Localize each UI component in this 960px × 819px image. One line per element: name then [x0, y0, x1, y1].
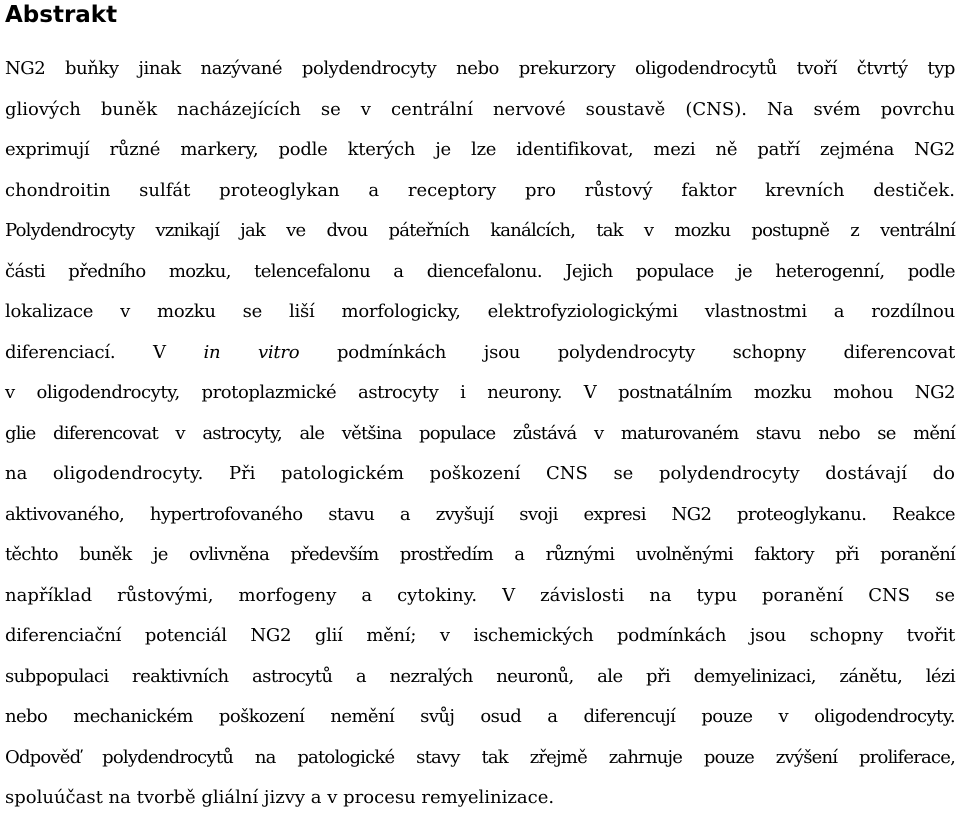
paragraph-line: části předního mozku, telencefalonu a diencefalonu. Jejich populace je heterogenní, podle [5, 260, 955, 282]
abstract-paragraph [5, 49, 955, 819]
paragraph-line: v oligodendrocyty, protoplazmické astrocyty i neurony. V postnatálním mozku mohou NG2 [5, 382, 955, 403]
paragraph-line: exprimují různé markery, podle kterých je lze identifikovat, mezi ně patří zejména NG2 [5, 139, 955, 160]
paragraph-line: NG2 buňky jinak nazývané polydendrocyty nebo prekurzory oligodendrocytů tvoří čtvrtý typ [5, 58, 955, 79]
paragraph-line: Odpověď polydendrocytů na patologické stavy tak zřejmě zahrnuje pouze zvýšení proliferace, [5, 746, 955, 768]
paragraph-line: aktivovaného, hypertrofovaného stavu a zvyšují svoji expresi NG2 proteoglykanu. Reakce [5, 503, 955, 525]
paragraph-line: glie diferencovat v astrocyty, ale většina populace zůstává v maturovaném stavu nebo se mění [5, 422, 955, 444]
paragraph-line: diferenciační potenciál NG2 glií mění; v ischemických podmínkách jsou schopny tvořit [5, 625, 955, 646]
line-text: podmínkách jsou polydendrocyty schopny diferencovat [299, 341, 956, 363]
line-text: diferenciací. V [5, 341, 204, 363]
paragraph-line: například růstovými, morfogeny a cytokiny. V závislosti na typu poranění CNS se [5, 584, 955, 606]
paragraph-line: Polydendrocyty vznikají jak ve dvou páteřních kanálcích, tak v mozku postupně z ventrální [5, 220, 955, 241]
italic-term: in vitro [203, 341, 300, 363]
paragraph-line: nebo mechanickém poškození nemění svůj osud a diferencují pouze v oligodendrocyty. [5, 706, 955, 727]
paragraph-line [5, 333, 955, 374]
paragraph-line: chondroitin sulfát proteoglykan a receptory pro růstový faktor krevních destiček. [5, 179, 955, 201]
section-heading: Abstrakt [5, 2, 118, 28]
paragraph-line: těchto buněk je ovlivněna především prostředím a různými uvolněnými faktory při poranění [5, 544, 955, 565]
paragraph-line: subpopulaci reaktivních astrocytů a nezralých neuronů, ale při demyelinizaci, zánětu, lézi [5, 665, 955, 687]
paragraph-line: gliových buněk nacházejících se v centrální nervové soustavě (CNS). Na svém povrchu [5, 98, 955, 120]
paragraph-line: spoluúčast na tvorbě gliální jizvy a v procesu remyelinizace. [5, 787, 555, 808]
paragraph-line: na oligodendrocyty. Při patologickém poškození CNS se polydendrocyty dostávají do [5, 463, 955, 484]
paragraph-line: lokalizace v mozku se liší morfologicky, elektrofyziologickými vlastnostmi a rozdílnou [5, 301, 955, 322]
